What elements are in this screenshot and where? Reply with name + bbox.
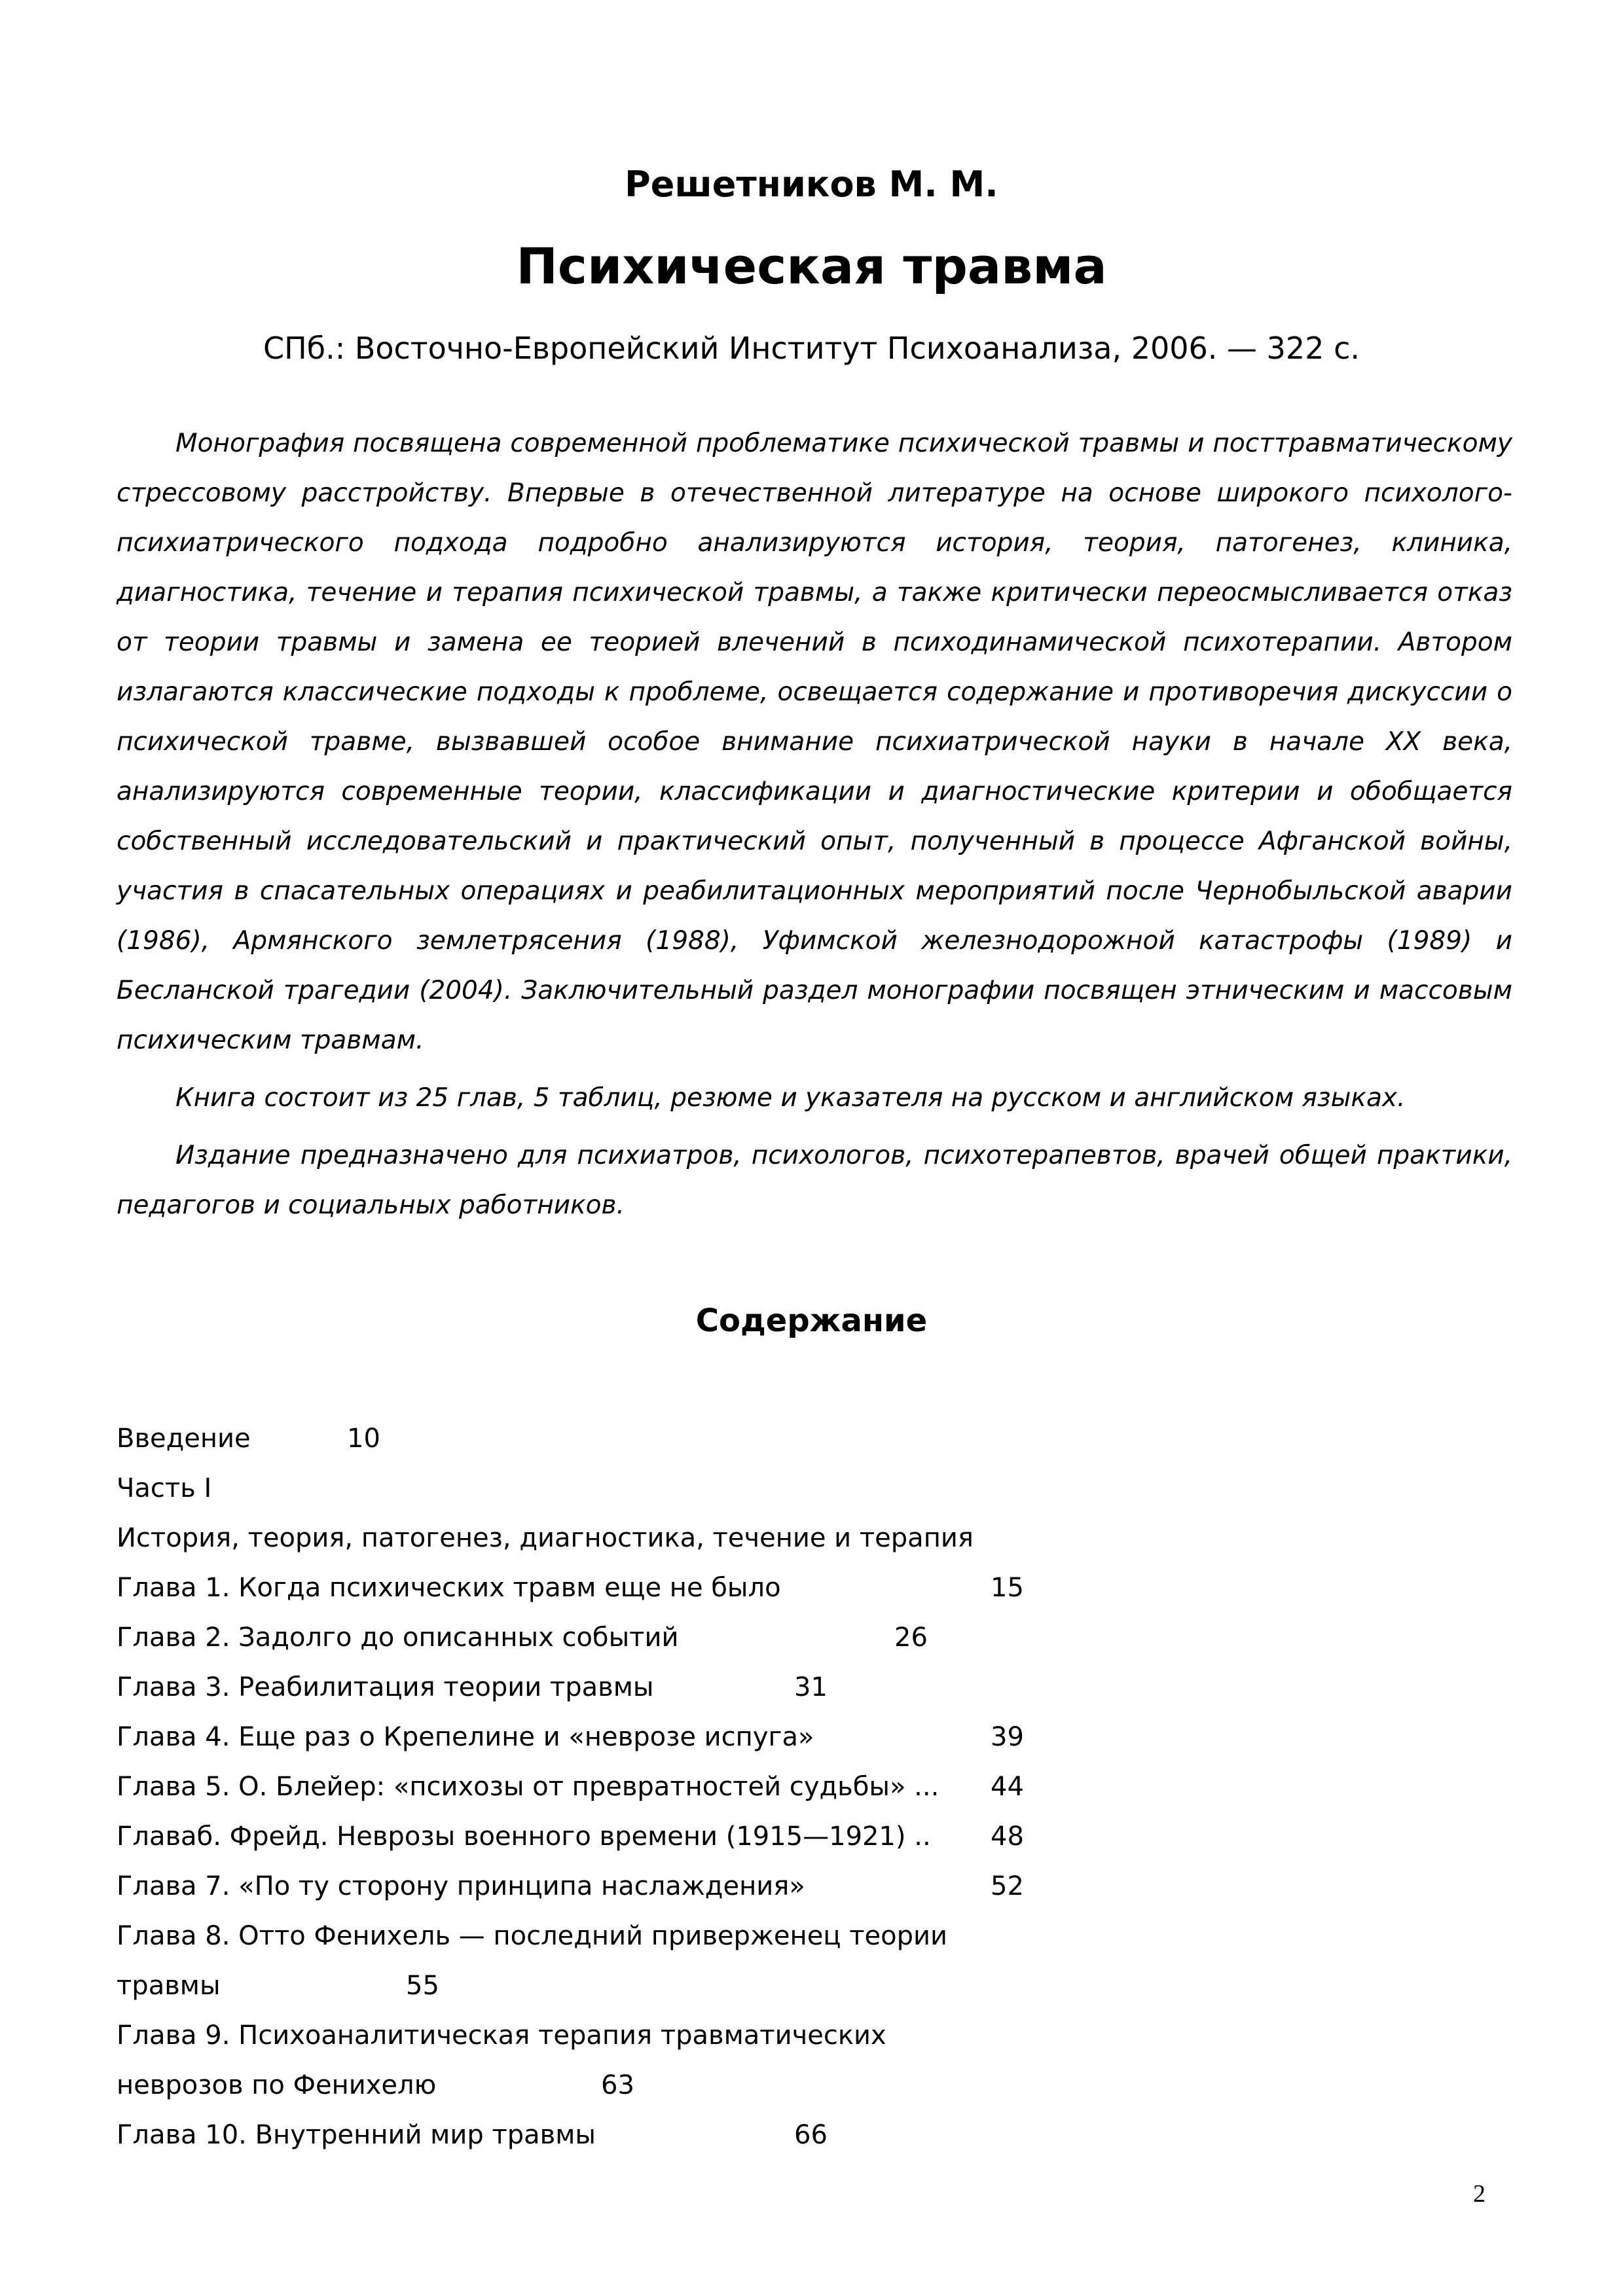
toc-entry [117, 1762, 1230, 1812]
toc-entry [117, 1414, 1230, 1463]
toc-entry [117, 2011, 1230, 2060]
toc-entry-page: 63 [601, 2070, 634, 2100]
abstract-paragraph: Монография посвящена современной проблематике психической травмы и посттравматическому стрессовому расстройству. Впервые в отечественной литературе на основе широкого психолого-психиатрического подхода подробно анализируются история, теория, патогенез, клиника, диагностика, течение и терапия психической травмы, а также критически переосмысливается отказ от теории травмы и замена ее теорией влечений в психодинамической психотерапии. Автором излагаются классические подходы к проблеме, освещается содержание и противоречия дискуссии о психической травме, вызвавшей особое внимание психиатрической науки в начале XX века, анализируются современные теории, классификации и диагностические критерии и обобщается собственный исследовательский и практический опыт, полученный в процессе Афганской войны, участия в спасательных операциях и реабилитационных мероприятий после Чернобыльской аварии (1986), Армянского землетрясения (1988), Уфимской железнодорожной катастрофы (1989) и Бесланской трагедии (2004). Заключительный раздел монографии посвящен этническим и массовым психическим травмам. [117, 429, 1512, 1055]
toc-entry-page: 55 [406, 1971, 439, 2001]
contents-heading: Содержание [695, 1302, 928, 1339]
toc-entry-page: 52 [991, 1871, 1024, 1901]
toc-entry-title: Глава 8. Отто Фенихель — последний приверженец теории [117, 1921, 948, 1951]
toc-entry [117, 1861, 1230, 1911]
toc-entry-title: Глава 1. Когда психических травм еще не было [117, 1573, 781, 1603]
toc-entry-title: неврозов по Фенихелю [117, 2070, 437, 2100]
toc-entry-title: Главаб. Фрейд. Неврозы военного времени (1915—1921) .. [117, 1821, 931, 1852]
toc-entry [117, 1463, 1230, 1513]
toc-entry-title: Часть I [117, 1473, 212, 1503]
toc-entry-page: 10 [347, 1424, 380, 1454]
toc-entry-page: 66 [794, 2120, 828, 2150]
toc-entry [117, 1961, 1230, 2011]
toc-entry-title: Глава 7. «По ту сторону принципа наслаждения» [117, 1871, 805, 1901]
toc-entry-page: 44 [991, 1772, 1024, 1802]
toc-entry [117, 1911, 1230, 1961]
toc-entry-page: 15 [991, 1573, 1024, 1603]
author-name: Решетников М. М. [625, 164, 998, 205]
page-number: 2 [1473, 2180, 1486, 2208]
toc-entry-title: Введение [117, 1424, 251, 1454]
toc-entry [117, 2060, 1230, 2110]
toc-entry [117, 2110, 1230, 2160]
abstract [117, 419, 1512, 1230]
toc-entry [117, 1662, 1230, 1712]
toc-entry-title: История, теория, патогенез, диагностика, течение и терапия [117, 1523, 974, 1553]
toc-entry [117, 1812, 1230, 1861]
toc-entry [117, 1712, 1230, 1762]
toc-entry-title: Глава 2. Задолго до описанных событий [117, 1623, 679, 1653]
toc-entry-page: 26 [894, 1623, 928, 1653]
toc-entry-page: 39 [991, 1722, 1024, 1752]
toc-entry [117, 1613, 1230, 1662]
abstract-paragraph: Издание предназначено для психиатров, психологов, психотерапевтов, врачей общей практики, педагогов и социальных работников. [117, 1141, 1512, 1220]
toc-entry-title: травмы [117, 1971, 221, 2001]
toc-entry [117, 1563, 1230, 1613]
toc-entry-page: 48 [991, 1821, 1024, 1852]
toc-entry-title: Глава 3. Реабилитация теории травмы [117, 1672, 654, 1702]
publication-info: СПб.: Восточно-Европейский Институт Психоанализа, 2006. — 322 с. [263, 331, 1360, 366]
book-title: Психическая травма [516, 237, 1107, 295]
toc-entry-title: Глава 9. Психоаналитическая терапия травматических [117, 2020, 886, 2051]
toc-entry-title: Глава 5. О. Блейер: «психозы от превратностей судьбы» ... [117, 1772, 939, 1802]
table-of-contents [117, 1414, 1230, 2160]
toc-entry [117, 1513, 1230, 1563]
abstract-paragraph: Книга состоит из 25 глав, 5 таблиц, резюме и указателя на русском и английском языках. [175, 1083, 1406, 1113]
toc-entry-title: Глава 4. Еще раз о Крепелине и «неврозе испуга» [117, 1722, 814, 1752]
toc-entry-page: 31 [794, 1672, 828, 1702]
toc-entry-title: Глава 10. Внутренний мир травмы [117, 2120, 596, 2150]
